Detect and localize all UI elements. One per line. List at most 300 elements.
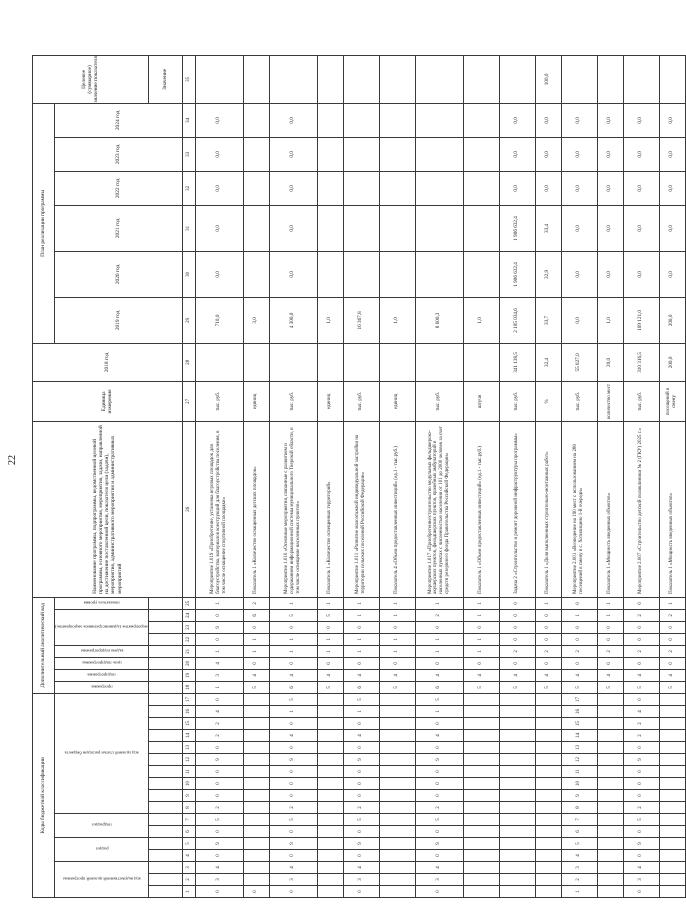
row-2019: 4 300,0: [269, 297, 317, 343]
code-digit: 0: [415, 621, 463, 633]
code-digit: 3: [195, 669, 243, 681]
row-unit: единиц: [317, 381, 343, 421]
row-2019: 710,0: [195, 297, 243, 343]
header-code-slot: [148, 802, 182, 814]
code-digit: 9: [343, 754, 379, 766]
code-digit: [317, 693, 343, 705]
header-additional-codes: Дополнительный аналитический код: [33, 597, 55, 693]
code-digit: [317, 802, 343, 814]
code-digit: [317, 862, 343, 874]
row-name: Мероприятие 1.010 «Основные мероприятия, связанные с развитием и содержанием информационной системы муниципального Тверской области, в том числе освещение населенных пунктов»: [269, 421, 317, 597]
code-digit: 0: [561, 621, 597, 633]
code-digit: [463, 778, 499, 790]
code-digit: 4: [317, 669, 343, 681]
code-digit: 2: [243, 597, 269, 609]
code-digit: 0: [343, 850, 379, 862]
code-digit: [535, 766, 561, 778]
row-2019: 2 105 034,6: [499, 297, 535, 343]
code-digit: 1: [195, 681, 243, 693]
code-digit: 5: [269, 693, 317, 705]
row-2019: 16 367,8: [343, 297, 379, 343]
code-digit: 0: [195, 633, 243, 645]
code-digit: 0: [269, 886, 317, 898]
code-digit: [535, 730, 561, 742]
code-digit: [243, 838, 269, 850]
row-2018: 310 316,5: [623, 343, 659, 381]
code-digit: [243, 778, 269, 790]
column-number: 29: [182, 297, 195, 343]
code-digit: 6: [561, 826, 597, 838]
code-digit: [535, 862, 561, 874]
code-digit: [463, 718, 499, 730]
row-2018: 200,0: [659, 343, 685, 381]
row-2019: 0,0: [561, 297, 597, 343]
code-digit: [379, 802, 415, 814]
code-digit: 5: [269, 609, 317, 621]
row-2022: 0,0: [597, 171, 623, 205]
row-2024: 0,0: [561, 103, 597, 137]
header-code-slot: [148, 657, 182, 669]
code-digit: 3: [623, 874, 659, 886]
code-digit: [597, 826, 623, 838]
row-2019: 3,0: [243, 297, 269, 343]
code-digit: 0: [659, 621, 685, 633]
row-2021: [379, 205, 415, 251]
header-budget-col-3: подраздел: [55, 814, 149, 838]
table-row: [597, 55, 623, 897]
column-number: 26: [182, 421, 195, 597]
code-digit: 1: [269, 597, 317, 609]
table-row: [343, 55, 379, 897]
header-code-slot: [148, 730, 182, 742]
code-digit: [597, 850, 623, 862]
row-goal: [317, 55, 343, 103]
row-2023: 0,0: [659, 137, 685, 171]
row-2024: [379, 103, 415, 137]
code-digit: 2: [195, 802, 243, 814]
code-digit: [317, 730, 343, 742]
code-digit: [659, 886, 685, 898]
code-digit: 4: [415, 730, 463, 742]
code-digit: 9: [269, 754, 317, 766]
code-digit: 4: [269, 730, 317, 742]
code-digit: 0: [597, 621, 623, 633]
row-2018: [379, 343, 415, 381]
code-digit: 1: [463, 609, 499, 621]
row-2024: [415, 103, 463, 137]
row-2018: 55 827,0: [561, 343, 597, 381]
row-goal: [415, 55, 463, 103]
code-digit: [317, 790, 343, 802]
code-digit: 0: [463, 621, 499, 633]
row-2022: 0,0: [535, 171, 561, 205]
header-goal-value: Значение: [148, 55, 182, 103]
header-additional-col-1: программа: [55, 681, 149, 693]
code-digit: 0: [269, 718, 317, 730]
code-digit: 3: [269, 874, 317, 886]
code-digit: [535, 706, 561, 718]
code-digit: [499, 814, 535, 826]
row-2022: [317, 171, 343, 205]
code-digit: [243, 730, 269, 742]
code-digit: [499, 886, 535, 898]
row-goal: [343, 55, 379, 103]
code-digit: 1: [343, 645, 379, 657]
column-number: 15: [182, 718, 195, 730]
code-digit: 0: [623, 633, 659, 645]
table-row: [195, 55, 243, 897]
code-digit: 1: [463, 597, 499, 609]
row-2018: 341 138,5: [499, 343, 535, 381]
code-digit: 10: [561, 778, 597, 790]
code-digit: [535, 742, 561, 754]
row-2018: [195, 343, 243, 381]
program-table: [32, 55, 686, 898]
code-digit: [597, 766, 623, 778]
code-digit: [535, 778, 561, 790]
code-digit: 1: [415, 706, 463, 718]
header-budget-codes: Коды бюджетной классификации: [33, 693, 55, 897]
row-goal: [561, 55, 597, 103]
column-number: 13: [182, 742, 195, 754]
code-digit: 0: [623, 621, 659, 633]
code-digit: 2: [561, 645, 597, 657]
code-digit: 0: [561, 657, 597, 669]
column-number: 34: [182, 103, 195, 137]
column-number: 21: [182, 645, 195, 657]
code-digit: 2: [623, 718, 659, 730]
code-digit: 0: [195, 609, 243, 621]
row-unit: единиц: [243, 381, 269, 421]
row-2022: 0,0: [623, 171, 659, 205]
row-2023: 0,0: [623, 137, 659, 171]
code-digit: 5: [317, 609, 343, 621]
code-digit: 0: [379, 657, 415, 669]
code-digit: 1: [343, 609, 379, 621]
column-number: 10: [182, 778, 195, 790]
code-digit: 0: [415, 790, 463, 802]
row-goal: [623, 55, 659, 103]
code-digit: 2: [195, 730, 243, 742]
code-digit: 5: [343, 693, 379, 705]
row-2024: [463, 103, 499, 137]
code-digit: 0: [597, 633, 623, 645]
code-digit: 5: [243, 681, 269, 693]
header-code-slot: [148, 633, 182, 645]
row-unit: %: [535, 381, 561, 421]
header-code-slot: [148, 669, 182, 681]
row-2021: 0,0: [659, 205, 685, 251]
row-2018: 32,4: [535, 343, 561, 381]
row-name: Показатель 1 «Мощность введенных объектов»: [597, 421, 623, 597]
row-2020: [243, 251, 269, 297]
header-code-slot: [148, 742, 182, 754]
code-digit: 5: [379, 681, 415, 693]
row-2019: 8 600,3: [415, 297, 463, 343]
code-digit: 1: [415, 633, 463, 645]
row-2019: 1,0: [379, 297, 415, 343]
code-digit: 0: [415, 886, 463, 898]
row-name: Показатель 1 «Доля выполненных строительно-монтажных работ»: [535, 421, 561, 597]
code-digit: 2: [415, 609, 463, 621]
table-row: [243, 55, 269, 897]
code-digit: 2: [623, 609, 659, 621]
code-digit: [597, 730, 623, 742]
code-digit: [243, 754, 269, 766]
table-row: [499, 55, 535, 897]
column-number: 9: [182, 790, 195, 802]
table-row: [623, 55, 659, 897]
code-digit: [243, 802, 269, 814]
code-digit: 1: [561, 609, 597, 621]
code-digit: [597, 706, 623, 718]
code-digit: 1: [243, 645, 269, 657]
code-digit: 0: [269, 621, 317, 633]
header-code-slot: [148, 754, 182, 766]
column-number: 18: [182, 681, 195, 693]
header-budget-col-2: раздел: [55, 838, 149, 862]
row-2024: [243, 103, 269, 137]
code-digit: 5: [535, 681, 561, 693]
code-digit: [499, 693, 535, 705]
table-row: [561, 55, 597, 897]
column-number: 14: [182, 730, 195, 742]
code-digit: 4: [343, 862, 379, 874]
column-number: 25: [182, 597, 195, 609]
code-digit: [243, 706, 269, 718]
code-digit: 0: [195, 693, 243, 705]
row-2021: 0,0: [195, 205, 243, 251]
code-digit: [659, 862, 685, 874]
code-digit: 2: [623, 645, 659, 657]
code-digit: 2: [499, 645, 535, 657]
table-row: [317, 55, 343, 897]
code-digit: 1: [659, 597, 685, 609]
code-digit: 0: [243, 657, 269, 669]
row-2024: 0,0: [597, 103, 623, 137]
header-year-6: 2024 год: [55, 103, 183, 137]
code-digit: 1: [269, 633, 317, 645]
code-digit: 9: [195, 754, 243, 766]
row-name: Мероприятие 2.001 «Возведение на 190 мест с использованием на 280 посещений в смену в с. Хотилицино 1-й очереди»: [561, 421, 597, 597]
code-digit: 0: [415, 742, 463, 754]
code-digit: 2: [623, 802, 659, 814]
code-digit: 3: [343, 874, 379, 886]
row-2019: 33,7: [535, 297, 561, 343]
code-digit: 0: [535, 621, 561, 633]
table-row: [269, 55, 317, 897]
code-digit: 0: [195, 826, 243, 838]
row-2023: 0,0: [269, 137, 317, 171]
code-digit: 1: [561, 886, 597, 898]
row-name: Задача 2 «Строительство и ремонт дорожной инфраструктуры программы»: [499, 421, 535, 597]
row-unit: тыс. руб.: [415, 381, 463, 421]
rotated-table-frame: [32, 56, 678, 898]
code-digit: 0: [561, 633, 597, 645]
row-2018: [463, 343, 499, 381]
code-digit: [317, 718, 343, 730]
code-digit: [379, 693, 415, 705]
code-digit: 0: [623, 657, 659, 669]
row-2018: [243, 343, 269, 381]
code-digit: 5: [561, 681, 597, 693]
code-digit: [243, 826, 269, 838]
code-digit: [379, 766, 415, 778]
code-digit: 4: [343, 669, 379, 681]
code-digit: 6: [343, 681, 379, 693]
code-digit: 6: [243, 609, 269, 621]
code-digit: [463, 826, 499, 838]
code-digit: [463, 838, 499, 850]
row-2020: [379, 251, 415, 297]
row-2022: [343, 171, 379, 205]
code-digit: [379, 850, 415, 862]
column-number: 6: [182, 826, 195, 838]
row-2022: [415, 171, 463, 205]
code-digit: [317, 874, 343, 886]
code-digit: [499, 718, 535, 730]
code-digit: 5: [561, 838, 597, 850]
code-digit: [659, 754, 685, 766]
code-digit: [463, 730, 499, 742]
row-name: Мероприятие 2.007 «Строительство детской поликлиники № 2 (ГКУ) 2025 г.»: [623, 421, 659, 597]
column-number: 5: [182, 838, 195, 850]
row-2021: [463, 205, 499, 251]
row-2018: [343, 343, 379, 381]
header-code-slot: [148, 621, 182, 633]
code-digit: [463, 814, 499, 826]
code-digit: 2: [561, 874, 597, 886]
code-digit: 0: [415, 826, 463, 838]
code-digit: 0: [623, 742, 659, 754]
code-digit: [659, 766, 685, 778]
column-number: 1: [182, 886, 195, 898]
column-number: 22: [182, 633, 195, 645]
row-unit: штучн: [463, 381, 499, 421]
row-2023: [415, 137, 463, 171]
code-digit: [379, 838, 415, 850]
code-digit: 2: [623, 730, 659, 742]
header-code-slot: [148, 862, 182, 874]
code-digit: 3: [415, 874, 463, 886]
row-goal: [243, 55, 269, 103]
header-budget-col-1: код ведомственной целевой программы: [55, 862, 149, 898]
code-digit: 4: [195, 657, 243, 669]
row-2020: 0,0: [195, 251, 243, 297]
header-code-slot: [148, 706, 182, 718]
header-code-slot: [148, 597, 182, 609]
code-digit: [597, 814, 623, 826]
row-2021: 0,0: [561, 205, 597, 251]
code-digit: 0: [343, 826, 379, 838]
row-2024: [343, 103, 379, 137]
code-digit: 1: [317, 645, 343, 657]
header-name: Наименование программы, подпрограммы, ведомственной целевой программы, основного мероприятия, мероприятия, задачи, направленной на достижение поставленной цели, показателя цели (задачи), мероприятия, административного мероприятия и административных мероприятий: [33, 421, 183, 597]
code-digit: 1: [195, 597, 243, 609]
code-digit: 1: [343, 633, 379, 645]
code-digit: [317, 886, 343, 898]
code-digit: 2: [343, 802, 379, 814]
column-number: 32: [182, 171, 195, 205]
row-2023: 0,0: [195, 137, 243, 171]
code-digit: [499, 862, 535, 874]
row-unit: тыс. руб.: [269, 381, 317, 421]
row-unit: количество мест: [597, 381, 623, 421]
row-2022: 0,0: [195, 171, 243, 205]
row-goal: [499, 55, 535, 103]
code-digit: 0: [415, 850, 463, 862]
code-digit: [659, 826, 685, 838]
code-digit: [597, 886, 623, 898]
column-number: 31: [182, 205, 195, 251]
column-number: 19: [182, 669, 195, 681]
column-number: 2: [182, 874, 195, 886]
code-digit: [659, 874, 685, 886]
code-digit: 0: [623, 850, 659, 862]
code-digit: 9: [343, 838, 379, 850]
code-digit: [463, 862, 499, 874]
header-code-slot: [148, 790, 182, 802]
code-digit: 16: [561, 706, 597, 718]
code-digit: 1: [379, 609, 415, 621]
code-digit: 13: [561, 742, 597, 754]
code-digit: [379, 754, 415, 766]
code-digit: 0: [343, 718, 379, 730]
code-digit: 0: [379, 621, 415, 633]
code-digit: [379, 718, 415, 730]
code-digit: [659, 718, 685, 730]
header-code-slot: [148, 874, 182, 886]
code-digit: 0: [195, 886, 243, 898]
code-digit: 0: [597, 657, 623, 669]
code-digit: [243, 718, 269, 730]
row-2021: 1 906 632,4: [499, 205, 535, 251]
row-2019: 1,0: [317, 297, 343, 343]
header-budget-col-4: код целевой статьи расходов бюджета: [55, 693, 149, 813]
code-digit: 1: [195, 645, 243, 657]
code-digit: 5: [195, 814, 243, 826]
code-digit: 0: [195, 850, 243, 862]
code-digit: 0: [535, 609, 561, 621]
code-digit: 0: [195, 790, 243, 802]
row-2020: 0,0: [623, 251, 659, 297]
row-goal: [597, 55, 623, 103]
code-digit: 12: [561, 754, 597, 766]
row-2019: 200,0: [659, 297, 685, 343]
row-2021: 33,4: [535, 205, 561, 251]
code-digit: 9: [415, 838, 463, 850]
header-year-1: 2019 год: [55, 297, 183, 343]
code-digit: 4: [623, 669, 659, 681]
code-digit: 0: [659, 633, 685, 645]
code-digit: 0: [269, 826, 317, 838]
code-digit: 5: [269, 814, 317, 826]
code-digit: 15: [561, 718, 597, 730]
row-2023: [463, 137, 499, 171]
code-digit: [597, 693, 623, 705]
header-code-slot: [148, 645, 182, 657]
column-number: 23: [182, 621, 195, 633]
code-digit: [379, 826, 415, 838]
code-digit: 4: [243, 669, 269, 681]
row-2021: [415, 205, 463, 251]
code-digit: [379, 874, 415, 886]
column-number: 16: [182, 706, 195, 718]
code-digit: 1: [269, 706, 317, 718]
header-code-slot: [148, 838, 182, 850]
code-digit: [243, 790, 269, 802]
code-digit: 4: [269, 862, 317, 874]
